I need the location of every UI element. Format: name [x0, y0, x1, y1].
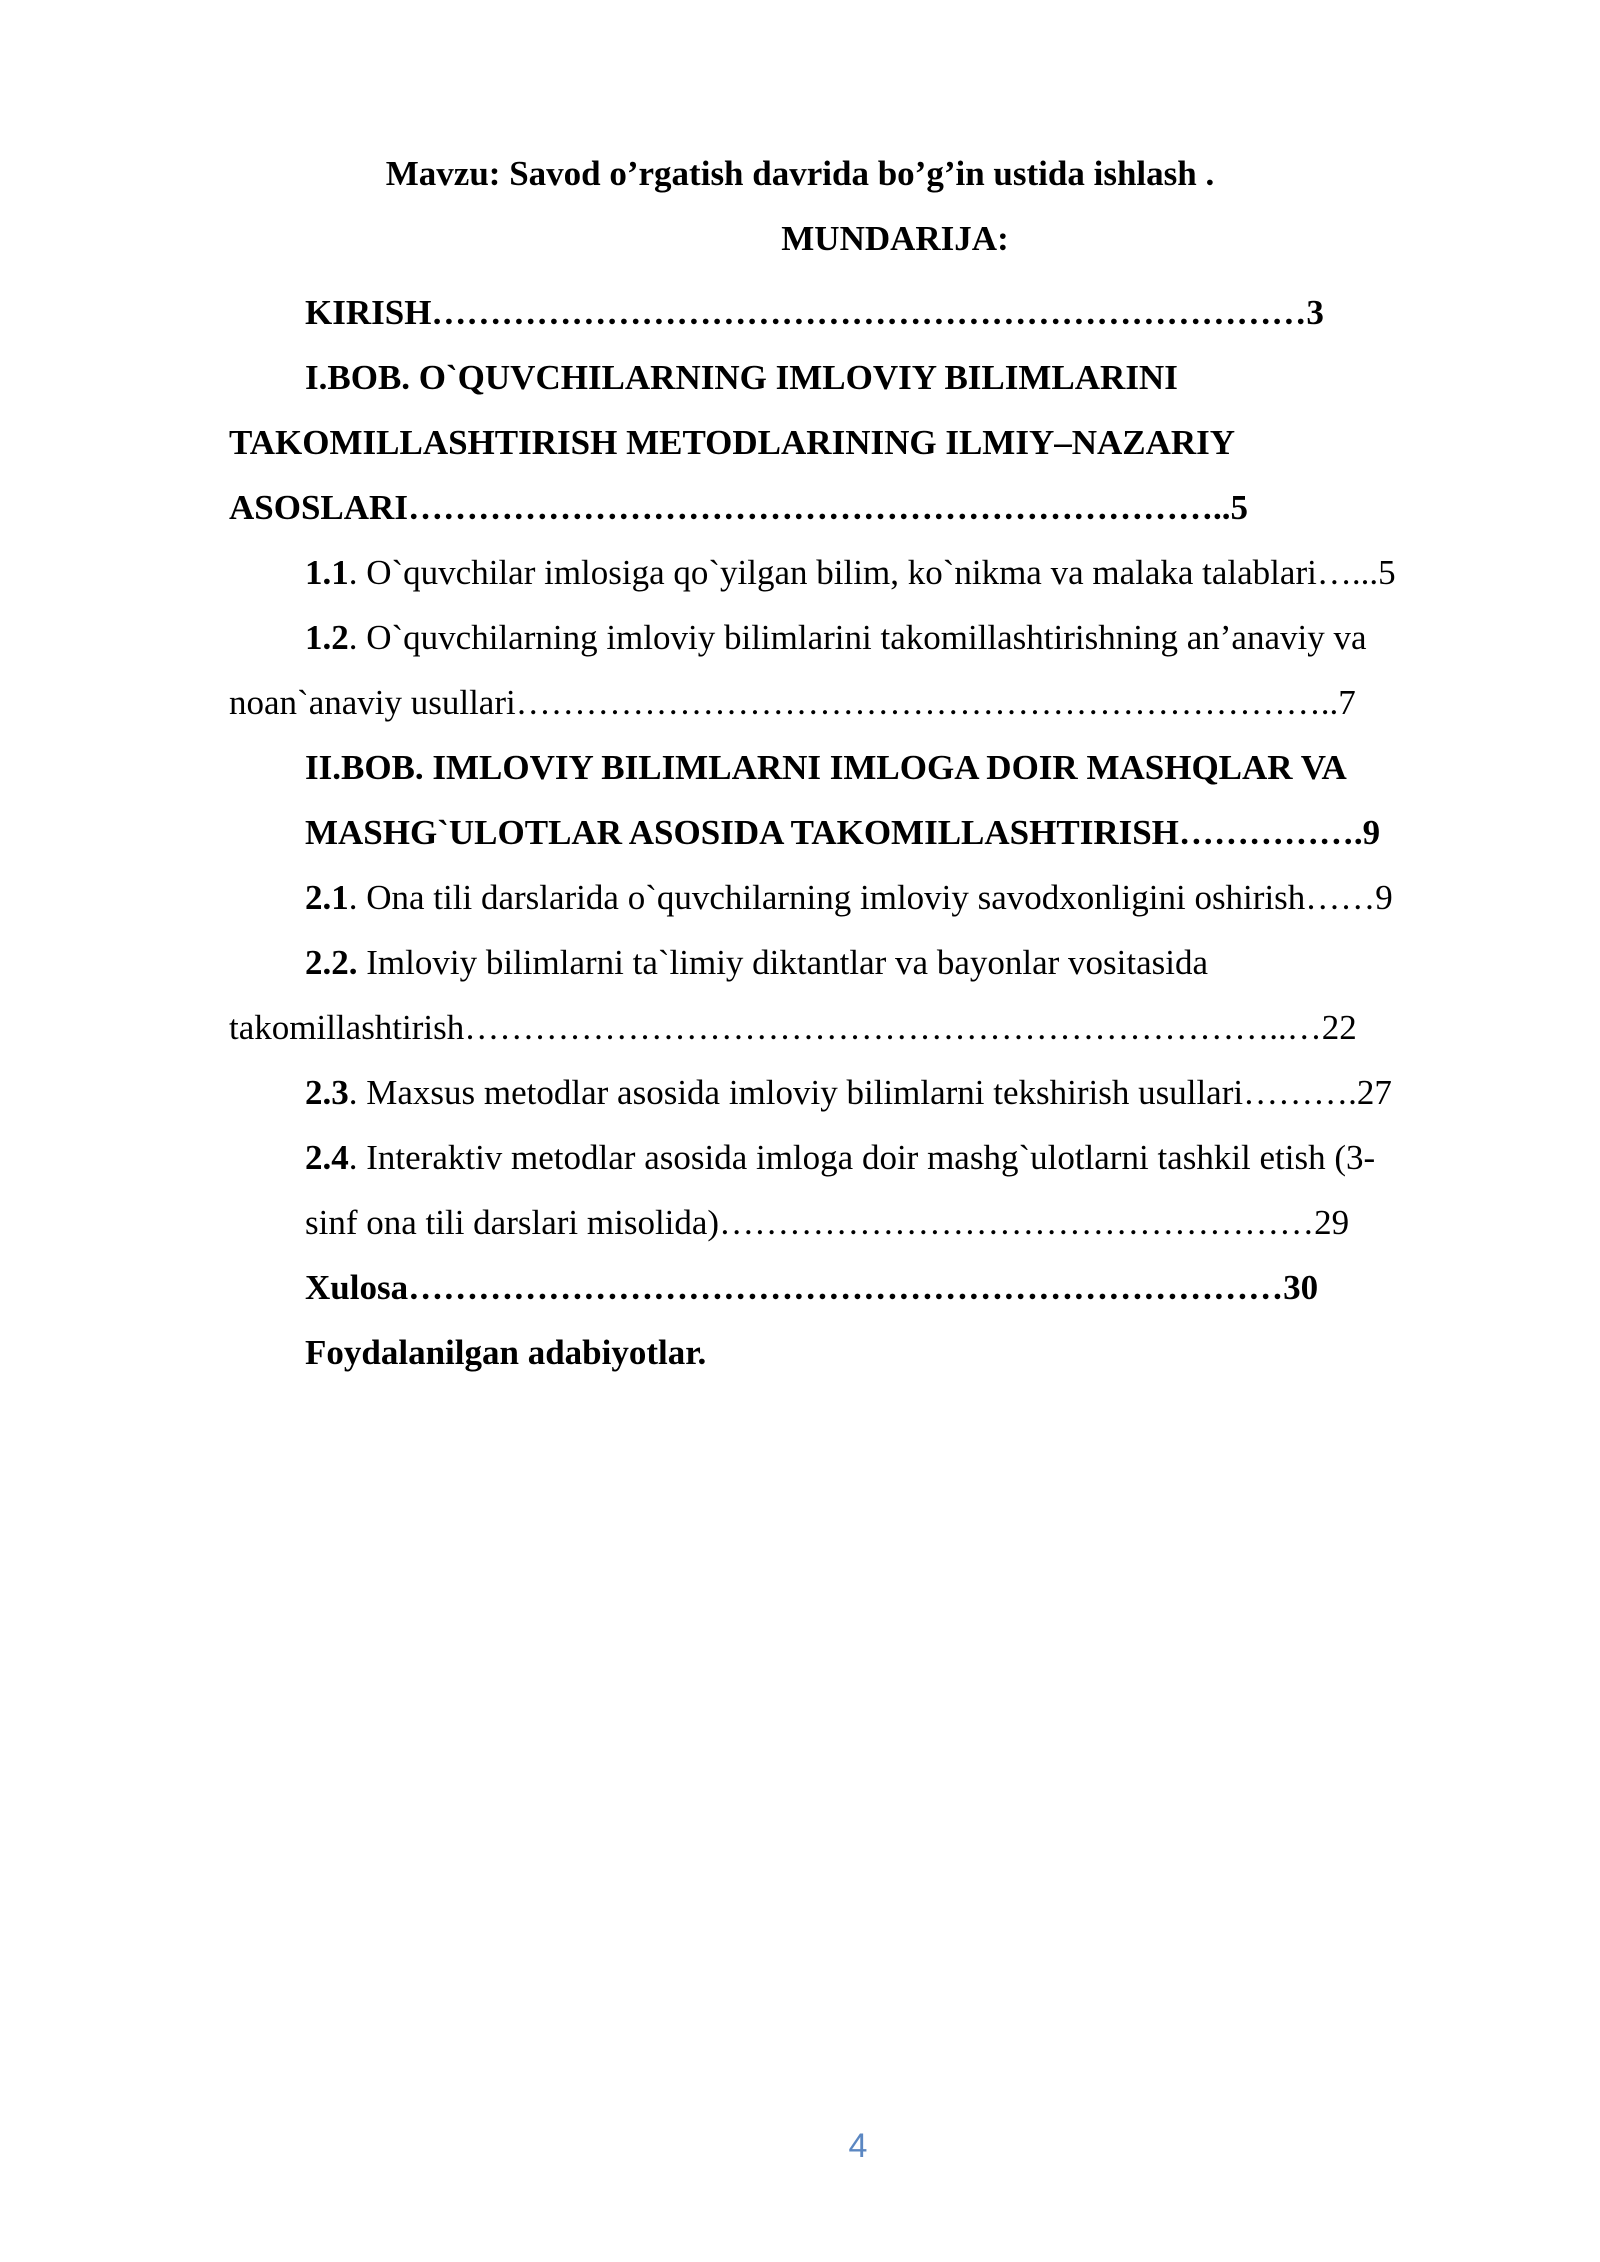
toc-entry-2-3: 2.3. Maxsus metodlar asosida imloviy bilimlarni tekshirish usullari……….27 — [305, 1073, 1392, 1112]
toc-entry-2-2-line-2: takomillashtirish……………………………………………………………..…22 — [229, 1008, 1357, 1047]
toc-entry-number: 1.2 — [305, 618, 349, 657]
toc-entry-kirish: KIRISH…………………………………………………………………3 — [305, 293, 1324, 332]
toc-entry-xulosa: Xulosa…………………………………………………………………30 — [305, 1268, 1319, 1307]
table-of-contents — [229, 280, 1478, 1385]
page-number: 4 — [848, 2127, 868, 2165]
toc-entry-1-2-line-2: noan`anaviy usullari……………………………………………………………..7 — [229, 683, 1356, 722]
toc-entry-chapter-2-line-1: II.BOB. IMLOVIY BILIMLARNI IMLOGA DOIR MASHQLAR VA — [305, 748, 1347, 787]
toc-entry-number: 2.3 — [305, 1073, 349, 1112]
toc-entry-1-1: 1.1. O`quvchilar imlosiga qo`yilgan bilim, ko`nikma va malaka talablari…...5 — [305, 553, 1396, 592]
toc-entry-number: 1.1 — [305, 553, 349, 592]
toc-heading: MUNDARIJA: — [781, 219, 1009, 258]
toc-entry-2-2-line-1: 2.2. Imloviy bilimlarni ta`limiy diktantlar va bayonlar vositasida — [305, 943, 1209, 982]
toc-entry-number: 2.2. — [305, 943, 358, 982]
toc-entry-2-4-line-2: sinf ona tili darslari misolida)……………………………………………29 — [305, 1203, 1350, 1242]
toc-entry-1-2-line-1: 1.2. O`quvchilarning imloviy bilimlarini takomillashtirishning an’anaviy va — [305, 618, 1367, 657]
toc-entry-chapter-1-line-1: I.BOB. O`QUVCHILARNING IMLOVIY BILIMLARINI — [305, 358, 1178, 397]
toc-entry-2-4-line-1: 2.4. Interaktiv metodlar asosida imloga doir mashg`ulotlarni tashkil etish (3- — [305, 1138, 1376, 1177]
toc-entry-chapter-2-line-2: MASHG`ULOTLAR ASOSIDA TAKOMILLASHTIRISH…………….9 — [305, 813, 1381, 852]
toc-entry-chapter-1-line-2: TAKOMILLASHTIRISH METODLARINING ILMIY–NAZARIY — [229, 423, 1236, 462]
topic-title: Mavzu: Savod o’rgatish davrida bo’g’in ustida ishlash . — [385, 154, 1215, 193]
toc-entry-2-1: 2.1. Ona tili darslarida o`quvchilarning imloviy savodxonligini oshirish……9 — [305, 878, 1393, 917]
toc-entry-chapter-1-line-3: ASOSLARI……………………………………………………………..5 — [229, 488, 1248, 527]
toc-entry-number: 2.1 — [305, 878, 349, 917]
toc-entry-number: 2.4 — [305, 1138, 349, 1177]
toc-entry-references: Foydalanilgan adabiyotlar. — [305, 1333, 707, 1372]
